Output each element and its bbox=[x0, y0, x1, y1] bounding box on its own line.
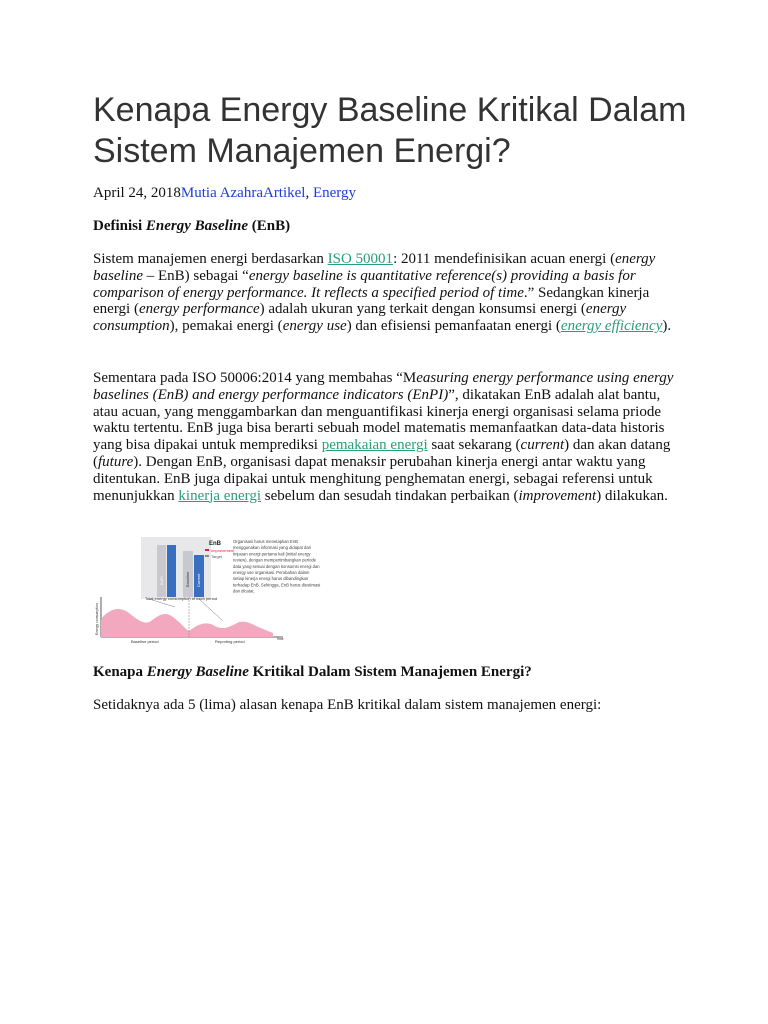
page-title: Kenapa Energy Baseline Kritikal Dalam Sistem Manajemen Energi? bbox=[93, 91, 687, 170]
paragraph-iso-50006 bbox=[93, 370, 683, 504]
text: sebelum dan sesudah tindakan perbaikan ( bbox=[261, 487, 519, 504]
paragraph-alasan: Setidaknya ada 5 (lima) alasan kenapa EnB kritikal dalam sistem manajemen energi: bbox=[93, 697, 602, 713]
enb-label: EnB bbox=[209, 541, 221, 547]
heading-text: Kritikal Dalam Sistem Manajemen Energi? bbox=[248, 664, 532, 680]
figure-note-line: terhadap EnB. Sehingga, EnB harus diestimasi bbox=[233, 582, 321, 588]
section-heading-kenapa bbox=[93, 664, 683, 681]
heading-italic: Energy Baseline bbox=[145, 218, 249, 234]
heading-italic: Energy Baseline bbox=[146, 664, 249, 680]
text: saat sekarang ( bbox=[427, 437, 521, 454]
italic-quote: energy baseline is quantitative reference(s) providing a basis for comparison of energy performance. It reflects a specified period of time bbox=[93, 267, 636, 301]
target-swatch bbox=[205, 555, 209, 557]
text: ). bbox=[662, 318, 672, 335]
figure-note-line: tinjauan energi pertama kali (initial energy bbox=[233, 551, 311, 557]
text: ) dan efisiensi pemanfaatan energi ( bbox=[346, 318, 561, 335]
bar-label-baseline: Baseline bbox=[185, 571, 190, 587]
energy-efficiency-link[interactable] bbox=[561, 318, 662, 334]
figure-note bbox=[233, 539, 320, 594]
enb-diagram-figure bbox=[93, 537, 393, 645]
italic-term: current bbox=[520, 437, 565, 454]
italic-term: energy consumption bbox=[93, 301, 627, 335]
legend-improvement: Improvement bbox=[211, 548, 235, 553]
heading-text: Definisi bbox=[93, 218, 146, 234]
pemakaian-energi-link[interactable]: pemakaian energi bbox=[321, 437, 428, 454]
iso-50001-link[interactable]: ISO 50001 bbox=[327, 251, 394, 267]
baseline-area bbox=[101, 609, 189, 637]
figure-note-line: dan dicatat. bbox=[233, 588, 255, 594]
italic-term: energy performance bbox=[138, 301, 260, 318]
section-heading-definisi bbox=[93, 218, 683, 235]
link-text: energy efficiency bbox=[560, 318, 663, 335]
text: ) dan akan datang ( bbox=[93, 437, 671, 470]
figure-note-line: setiap kinerja energi harus dibandingkan bbox=[233, 576, 309, 582]
bar-label-enpi: EnPI bbox=[159, 576, 164, 585]
paragraph-definisi bbox=[93, 251, 683, 335]
text: Sistem manajemen energi berdasarkan bbox=[93, 251, 328, 267]
text: : 2011 mendefinisikan acuan energi ( bbox=[393, 251, 616, 267]
reporting-period-label: Reporting period bbox=[215, 639, 245, 644]
y-axis-label: Energy consumption bbox=[95, 603, 99, 635]
category-link-energy[interactable]: Energy bbox=[312, 185, 357, 201]
text: ). Dengan EnB, organisasi dapat menaksir perubahan kinerja energi antar waktu yang ditentukan. EnB juga dipakai untuk menghitung penghematan energi, sebagai referensi untuk menunjukkan bbox=[93, 453, 653, 504]
enpi-bar-gray bbox=[157, 545, 166, 597]
bar-label-current: Current bbox=[196, 573, 201, 587]
italic-term: energy baseline bbox=[93, 251, 656, 284]
text: Sementara pada ISO 50006:2014 yang membahas “M bbox=[93, 370, 417, 386]
italic-quote: easuring energy performance using energy baselines (EnB) and energy performance indicators (EnPI) bbox=[93, 370, 674, 403]
baseline-period-label: Baseline period bbox=[131, 639, 159, 644]
author-link[interactable]: Mutia Azahra bbox=[180, 185, 263, 201]
text: ) dilakukan. bbox=[596, 487, 668, 504]
time-label: time bbox=[277, 637, 284, 641]
heading-text: (EnB) bbox=[248, 218, 291, 234]
figure-note-line: data yang sesuai dengan konsumsi energi dan bbox=[233, 563, 320, 569]
enb-diagram bbox=[93, 537, 393, 645]
figure-note-line: menggunakan informasi yang didapat dari bbox=[233, 545, 311, 551]
category-separator: , bbox=[305, 185, 313, 201]
heading-text: Kenapa bbox=[93, 664, 147, 680]
italic-term: future bbox=[98, 453, 134, 470]
text: ”, dikatakan EnB adalah alat bantu, atau acuan, yang menggambarkan dan menguantifikasi kinerja energi organisasi selama priode waktu tertentu. EnB juga bisa berarti sebuah model matematis memanfaatkan data-data historis yang bisa dipakai untuk memprediksi bbox=[93, 386, 665, 454]
kinerja-energi-link[interactable]: kinerja energi bbox=[178, 487, 262, 504]
text: ), pemakai energi ( bbox=[169, 318, 283, 335]
pointer-line bbox=[199, 599, 223, 621]
legend-target: Target bbox=[211, 554, 223, 559]
enpi-bar-blue bbox=[167, 545, 176, 597]
reporting-area bbox=[189, 622, 273, 637]
post-meta bbox=[93, 184, 356, 202]
text: ) adalah ukuran yang terkait dengan konsumsi energi ( bbox=[259, 301, 586, 318]
figure-note-line: energy use organisasi. Perubahan dalam bbox=[233, 570, 310, 575]
total-consumption-label: Total energy consumption of each period bbox=[145, 596, 218, 601]
italic-term: energy use bbox=[282, 318, 347, 335]
figure-note-line: review), dengan mempertimbangkan periode bbox=[233, 557, 317, 563]
category-link-artikel[interactable]: Artikel bbox=[262, 185, 306, 201]
italic-term: improvement bbox=[518, 487, 597, 504]
post-date: April 24, 2018 bbox=[93, 185, 181, 201]
text: .” Sedangkan kinerja energi ( bbox=[93, 284, 650, 318]
figure-note-line: Organisasi harus menetapkan EnB bbox=[233, 539, 298, 544]
text: – EnB) sebagai “ bbox=[143, 267, 249, 284]
improvement-swatch bbox=[205, 549, 209, 551]
